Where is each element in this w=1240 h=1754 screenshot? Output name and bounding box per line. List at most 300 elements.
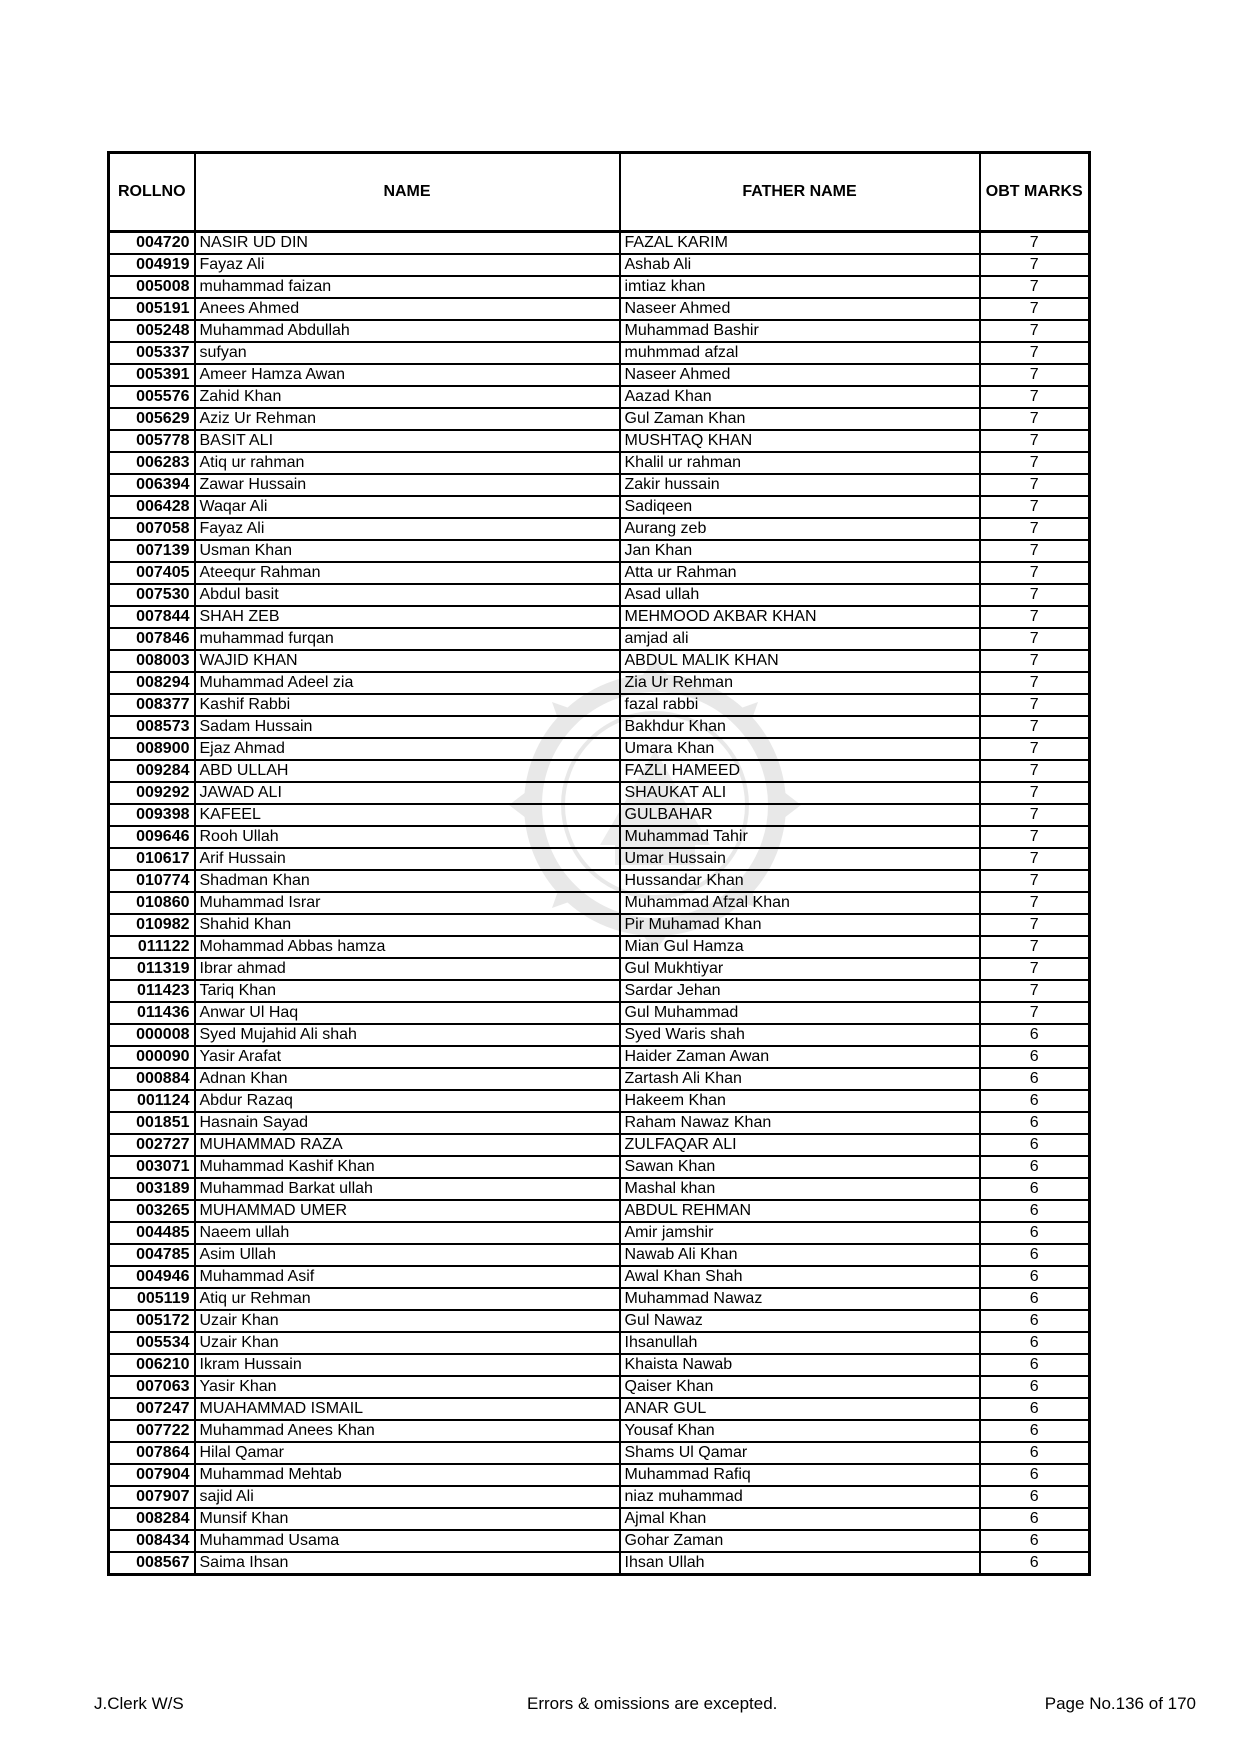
cell-name: Sadam Hussain xyxy=(195,716,620,738)
cell-rollno: 009646 xyxy=(109,826,195,848)
cell-father-name: imtiaz khan xyxy=(620,276,980,298)
cell-name: Rooh Ullah xyxy=(195,826,620,848)
table-header-row xyxy=(109,153,1090,232)
cell-obt-marks: 7 xyxy=(980,540,1090,562)
table-row xyxy=(109,1200,1090,1222)
cell-name: Ateequr Rahman xyxy=(195,562,620,584)
cell-father-name: Sardar Jehan xyxy=(620,980,980,1002)
cell-obt-marks: 7 xyxy=(980,430,1090,452)
table-row xyxy=(109,1442,1090,1464)
cell-name: Yasir Khan xyxy=(195,1376,620,1398)
cell-name: muhammad faizan xyxy=(195,276,620,298)
cell-father-name: fazal rabbi xyxy=(620,694,980,716)
table-row xyxy=(109,518,1090,540)
cell-father-name: Muhammad Afzal Khan xyxy=(620,892,980,914)
table-row xyxy=(109,364,1090,386)
cell-name: Muhammad Anees Khan xyxy=(195,1420,620,1442)
cell-father-name: Naseer Ahmed xyxy=(620,298,980,320)
cell-name: Zawar Hussain xyxy=(195,474,620,496)
cell-name: MUHAMMAD UMER xyxy=(195,1200,620,1222)
table-row xyxy=(109,826,1090,848)
cell-name: Fayaz Ali xyxy=(195,254,620,276)
cell-rollno: 000090 xyxy=(109,1046,195,1068)
cell-father-name: niaz muhammad xyxy=(620,1486,980,1508)
cell-name: Muhammad Barkat ullah xyxy=(195,1178,620,1200)
cell-obt-marks: 6 xyxy=(980,1244,1090,1266)
cell-obt-marks: 6 xyxy=(980,1376,1090,1398)
cell-rollno: 007864 xyxy=(109,1442,195,1464)
cell-father-name: Raham Nawaz Khan xyxy=(620,1112,980,1134)
results-table xyxy=(107,151,1091,1576)
cell-rollno: 005119 xyxy=(109,1288,195,1310)
cell-obt-marks: 7 xyxy=(980,804,1090,826)
cell-obt-marks: 7 xyxy=(980,980,1090,1002)
cell-obt-marks: 7 xyxy=(980,298,1090,320)
cell-obt-marks: 6 xyxy=(980,1178,1090,1200)
table-row xyxy=(109,320,1090,342)
cell-name: Ameer Hamza Awan xyxy=(195,364,620,386)
cell-obt-marks: 6 xyxy=(980,1046,1090,1068)
cell-obt-marks: 7 xyxy=(980,518,1090,540)
cell-obt-marks: 6 xyxy=(980,1068,1090,1090)
cell-name: Anees Ahmed xyxy=(195,298,620,320)
cell-obt-marks: 7 xyxy=(980,606,1090,628)
table-row xyxy=(109,848,1090,870)
table-row xyxy=(109,760,1090,782)
cell-obt-marks: 7 xyxy=(980,232,1090,255)
cell-name: Usman Khan xyxy=(195,540,620,562)
cell-obt-marks: 6 xyxy=(980,1508,1090,1530)
table-row xyxy=(109,1222,1090,1244)
footer-page-number: Page No.136 of 170 xyxy=(1044,1694,1196,1713)
cell-name: Uzair Khan xyxy=(195,1332,620,1354)
table-row xyxy=(109,1046,1090,1068)
cell-rollno: 005191 xyxy=(109,298,195,320)
cell-rollno: 003265 xyxy=(109,1200,195,1222)
cell-father-name: Pir Muhamad Khan xyxy=(620,914,980,936)
cell-father-name: Aurang zeb xyxy=(620,518,980,540)
cell-obt-marks: 6 xyxy=(980,1332,1090,1354)
table-row xyxy=(109,980,1090,1002)
cell-obt-marks: 7 xyxy=(980,386,1090,408)
cell-rollno: 007247 xyxy=(109,1398,195,1420)
cell-father-name: amjad ali xyxy=(620,628,980,650)
cell-obt-marks: 6 xyxy=(980,1222,1090,1244)
cell-rollno: 004720 xyxy=(109,232,195,255)
table-row xyxy=(109,496,1090,518)
cell-name: Yasir Arafat xyxy=(195,1046,620,1068)
cell-obt-marks: 7 xyxy=(980,254,1090,276)
cell-rollno: 007904 xyxy=(109,1464,195,1486)
table-row xyxy=(109,298,1090,320)
table-row xyxy=(109,562,1090,584)
cell-name: Adnan Khan xyxy=(195,1068,620,1090)
cell-name: Anwar Ul Haq xyxy=(195,1002,620,1024)
footer-clerk: J.Clerk W/S xyxy=(94,1694,184,1713)
cell-rollno: 008294 xyxy=(109,672,195,694)
table-row xyxy=(109,386,1090,408)
cell-father-name: Asad ullah xyxy=(620,584,980,606)
cell-rollno: 010860 xyxy=(109,892,195,914)
cell-obt-marks: 7 xyxy=(980,408,1090,430)
cell-father-name: GULBAHAR xyxy=(620,804,980,826)
table-row xyxy=(109,1398,1090,1420)
cell-name: Arif Hussain xyxy=(195,848,620,870)
cell-rollno: 003189 xyxy=(109,1178,195,1200)
cell-name: Waqar Ali xyxy=(195,496,620,518)
cell-father-name: Muhammad Nawaz xyxy=(620,1288,980,1310)
cell-father-name: Muhammad Rafiq xyxy=(620,1464,980,1486)
table-row xyxy=(109,1178,1090,1200)
table-row xyxy=(109,342,1090,364)
cell-rollno: 005629 xyxy=(109,408,195,430)
cell-father-name: muhmmad afzal xyxy=(620,342,980,364)
cell-obt-marks: 7 xyxy=(980,276,1090,298)
table-row xyxy=(109,254,1090,276)
cell-rollno: 007844 xyxy=(109,606,195,628)
table-row xyxy=(109,716,1090,738)
cell-obt-marks: 6 xyxy=(980,1266,1090,1288)
cell-name: Muhammad Adeel zia xyxy=(195,672,620,694)
cell-name: Ejaz Ahmad xyxy=(195,738,620,760)
cell-name: Atiq ur Rehman xyxy=(195,1288,620,1310)
cell-father-name: Ihsan Ullah xyxy=(620,1552,980,1575)
cell-father-name: Gul Mukhtiyar xyxy=(620,958,980,980)
cell-father-name: ANAR GUL xyxy=(620,1398,980,1420)
cell-rollno: 004785 xyxy=(109,1244,195,1266)
cell-father-name: Zakir hussain xyxy=(620,474,980,496)
cell-obt-marks: 6 xyxy=(980,1200,1090,1222)
cell-father-name: Mian Gul Hamza xyxy=(620,936,980,958)
cell-father-name: Mashal khan xyxy=(620,1178,980,1200)
table-row xyxy=(109,1244,1090,1266)
cell-obt-marks: 6 xyxy=(980,1552,1090,1575)
cell-father-name: Naseer Ahmed xyxy=(620,364,980,386)
cell-rollno: 008567 xyxy=(109,1552,195,1575)
cell-rollno: 006210 xyxy=(109,1354,195,1376)
table-row xyxy=(109,452,1090,474)
cell-rollno: 008377 xyxy=(109,694,195,716)
table-row xyxy=(109,914,1090,936)
cell-obt-marks: 7 xyxy=(980,694,1090,716)
cell-rollno: 001851 xyxy=(109,1112,195,1134)
table-row xyxy=(109,1090,1090,1112)
header-obt-marks: OBT MARKS xyxy=(980,153,1090,232)
cell-obt-marks: 7 xyxy=(980,936,1090,958)
cell-father-name: Muhammad Bashir xyxy=(620,320,980,342)
table-row xyxy=(109,738,1090,760)
cell-obt-marks: 7 xyxy=(980,364,1090,386)
cell-obt-marks: 7 xyxy=(980,342,1090,364)
cell-name: NASIR UD DIN xyxy=(195,232,620,255)
cell-father-name: Umara Khan xyxy=(620,738,980,760)
cell-rollno: 011122 xyxy=(109,936,195,958)
table-row xyxy=(109,936,1090,958)
cell-name: MUAHAMMAD ISMAIL xyxy=(195,1398,620,1420)
cell-father-name: ABDUL REHMAN xyxy=(620,1200,980,1222)
cell-rollno: 000008 xyxy=(109,1024,195,1046)
cell-obt-marks: 6 xyxy=(980,1112,1090,1134)
table-row xyxy=(109,606,1090,628)
cell-name: Ikram Hussain xyxy=(195,1354,620,1376)
table-row xyxy=(109,958,1090,980)
cell-obt-marks: 7 xyxy=(980,672,1090,694)
table-row xyxy=(109,892,1090,914)
cell-father-name: Zia Ur Rehman xyxy=(620,672,980,694)
table-row xyxy=(109,1310,1090,1332)
cell-father-name: Amir jamshir xyxy=(620,1222,980,1244)
cell-name: Kashif Rabbi xyxy=(195,694,620,716)
table-row xyxy=(109,870,1090,892)
cell-obt-marks: 6 xyxy=(980,1420,1090,1442)
cell-father-name: Syed Waris shah xyxy=(620,1024,980,1046)
cell-rollno: 007907 xyxy=(109,1486,195,1508)
cell-obt-marks: 6 xyxy=(980,1288,1090,1310)
cell-name: ABD ULLAH xyxy=(195,760,620,782)
cell-rollno: 006394 xyxy=(109,474,195,496)
cell-rollno: 008434 xyxy=(109,1530,195,1552)
cell-rollno: 005337 xyxy=(109,342,195,364)
cell-rollno: 011436 xyxy=(109,1002,195,1024)
cell-name: KAFEEL xyxy=(195,804,620,826)
table-row xyxy=(109,430,1090,452)
table-row xyxy=(109,628,1090,650)
cell-rollno: 007722 xyxy=(109,1420,195,1442)
table-row xyxy=(109,1002,1090,1024)
cell-name: Muhammad Abdullah xyxy=(195,320,620,342)
cell-obt-marks: 7 xyxy=(980,958,1090,980)
cell-obt-marks: 7 xyxy=(980,320,1090,342)
cell-obt-marks: 7 xyxy=(980,628,1090,650)
cell-father-name: Khaista Nawab xyxy=(620,1354,980,1376)
cell-father-name: Gul Nawaz xyxy=(620,1310,980,1332)
cell-obt-marks: 7 xyxy=(980,848,1090,870)
cell-obt-marks: 6 xyxy=(980,1156,1090,1178)
cell-father-name: Aazad Khan xyxy=(620,386,980,408)
table-row xyxy=(109,1332,1090,1354)
cell-father-name: Haider Zaman Awan xyxy=(620,1046,980,1068)
cell-obt-marks: 6 xyxy=(980,1310,1090,1332)
cell-rollno: 007530 xyxy=(109,584,195,606)
cell-obt-marks: 7 xyxy=(980,452,1090,474)
cell-father-name: Jan Khan xyxy=(620,540,980,562)
cell-rollno: 008900 xyxy=(109,738,195,760)
table-row xyxy=(109,650,1090,672)
cell-father-name: Gul Zaman Khan xyxy=(620,408,980,430)
cell-name: WAJID KHAN xyxy=(195,650,620,672)
cell-father-name: Gohar Zaman xyxy=(620,1530,980,1552)
table-row xyxy=(109,694,1090,716)
cell-obt-marks: 7 xyxy=(980,914,1090,936)
cell-obt-marks: 6 xyxy=(980,1024,1090,1046)
cell-rollno: 007846 xyxy=(109,628,195,650)
table-row xyxy=(109,1354,1090,1376)
cell-name: Shahid Khan xyxy=(195,914,620,936)
cell-father-name: Hussandar Khan xyxy=(620,870,980,892)
cell-name: sufyan xyxy=(195,342,620,364)
table-row xyxy=(109,1112,1090,1134)
cell-father-name: Nawab Ali Khan xyxy=(620,1244,980,1266)
cell-name: Ibrar ahmad xyxy=(195,958,620,980)
cell-name: Atiq ur rahman xyxy=(195,452,620,474)
cell-name: Muhammad Israr xyxy=(195,892,620,914)
cell-name: BASIT ALI xyxy=(195,430,620,452)
cell-obt-marks: 7 xyxy=(980,892,1090,914)
table-row xyxy=(109,1486,1090,1508)
cell-rollno: 008003 xyxy=(109,650,195,672)
table-row xyxy=(109,1156,1090,1178)
cell-rollno: 000884 xyxy=(109,1068,195,1090)
cell-father-name: Umar Hussain xyxy=(620,848,980,870)
cell-rollno: 008573 xyxy=(109,716,195,738)
table-row xyxy=(109,1068,1090,1090)
cell-rollno: 009292 xyxy=(109,782,195,804)
table-row xyxy=(109,232,1090,255)
header-father-name: FATHER NAME xyxy=(620,153,980,232)
cell-father-name: Gul Muhammad xyxy=(620,1002,980,1024)
cell-obt-marks: 6 xyxy=(980,1442,1090,1464)
cell-name: Shadman Khan xyxy=(195,870,620,892)
table-row xyxy=(109,1376,1090,1398)
cell-father-name: Zartash Ali Khan xyxy=(620,1068,980,1090)
cell-name: Muhammad Kashif Khan xyxy=(195,1156,620,1178)
table-row xyxy=(109,672,1090,694)
cell-rollno: 003071 xyxy=(109,1156,195,1178)
cell-father-name: Ashab Ali xyxy=(620,254,980,276)
cell-name: JAWAD ALI xyxy=(195,782,620,804)
cell-name: Naeem ullah xyxy=(195,1222,620,1244)
cell-rollno: 005576 xyxy=(109,386,195,408)
cell-father-name: Ajmal Khan xyxy=(620,1508,980,1530)
table-row xyxy=(109,1420,1090,1442)
cell-father-name: ABDUL MALIK KHAN xyxy=(620,650,980,672)
cell-name: Asim Ullah xyxy=(195,1244,620,1266)
cell-obt-marks: 7 xyxy=(980,738,1090,760)
cell-name: Saima Ihsan xyxy=(195,1552,620,1575)
cell-rollno: 009398 xyxy=(109,804,195,826)
cell-name: Mohammad Abbas hamza xyxy=(195,936,620,958)
cell-father-name: MUSHTAQ KHAN xyxy=(620,430,980,452)
table-row xyxy=(109,1552,1090,1575)
cell-name: Tariq Khan xyxy=(195,980,620,1002)
cell-obt-marks: 6 xyxy=(980,1530,1090,1552)
cell-rollno: 001124 xyxy=(109,1090,195,1112)
cell-obt-marks: 7 xyxy=(980,870,1090,892)
cell-father-name: FAZLI HAMEED xyxy=(620,760,980,782)
cell-name: Fayaz Ali xyxy=(195,518,620,540)
cell-obt-marks: 6 xyxy=(980,1464,1090,1486)
cell-obt-marks: 7 xyxy=(980,474,1090,496)
cell-obt-marks: 6 xyxy=(980,1134,1090,1156)
cell-father-name: Ihsanullah xyxy=(620,1332,980,1354)
header-name: NAME xyxy=(195,153,620,232)
cell-obt-marks: 7 xyxy=(980,562,1090,584)
cell-rollno: 007405 xyxy=(109,562,195,584)
cell-rollno: 005778 xyxy=(109,430,195,452)
cell-obt-marks: 6 xyxy=(980,1486,1090,1508)
cell-rollno: 002727 xyxy=(109,1134,195,1156)
cell-father-name: Yousaf Khan xyxy=(620,1420,980,1442)
cell-father-name: Sawan Khan xyxy=(620,1156,980,1178)
table-row xyxy=(109,540,1090,562)
cell-name: Syed Mujahid Ali shah xyxy=(195,1024,620,1046)
cell-name: Muhammad Asif xyxy=(195,1266,620,1288)
table-body xyxy=(109,232,1090,1575)
header-rollno: ROLLNO xyxy=(109,153,195,232)
cell-name: Zahid Khan xyxy=(195,386,620,408)
cell-name: Abdur Razaq xyxy=(195,1090,620,1112)
cell-rollno: 005534 xyxy=(109,1332,195,1354)
cell-name: Uzair Khan xyxy=(195,1310,620,1332)
table-row xyxy=(109,1508,1090,1530)
cell-obt-marks: 7 xyxy=(980,760,1090,782)
cell-rollno: 005172 xyxy=(109,1310,195,1332)
cell-rollno: 006283 xyxy=(109,452,195,474)
table-row xyxy=(109,1024,1090,1046)
cell-rollno: 005008 xyxy=(109,276,195,298)
cell-name: Munsif Khan xyxy=(195,1508,620,1530)
cell-name: SHAH ZEB xyxy=(195,606,620,628)
table-row xyxy=(109,584,1090,606)
footer-disclaimer: Errors & omissions are excepted. xyxy=(527,1694,778,1713)
cell-rollno: 011423 xyxy=(109,980,195,1002)
cell-father-name: MEHMOOD AKBAR KHAN xyxy=(620,606,980,628)
cell-obt-marks: 6 xyxy=(980,1090,1090,1112)
cell-father-name: FAZAL KARIM xyxy=(620,232,980,255)
cell-rollno: 005248 xyxy=(109,320,195,342)
cell-obt-marks: 7 xyxy=(980,496,1090,518)
cell-obt-marks: 7 xyxy=(980,584,1090,606)
cell-father-name: Bakhdur Khan xyxy=(620,716,980,738)
cell-rollno: 009284 xyxy=(109,760,195,782)
cell-obt-marks: 7 xyxy=(980,650,1090,672)
cell-name: Hasnain Sayad xyxy=(195,1112,620,1134)
table-row xyxy=(109,1266,1090,1288)
table-row xyxy=(109,782,1090,804)
cell-father-name: Atta ur Rahman xyxy=(620,562,980,584)
cell-rollno: 007058 xyxy=(109,518,195,540)
cell-father-name: Awal Khan Shah xyxy=(620,1266,980,1288)
table-row xyxy=(109,1288,1090,1310)
cell-obt-marks: 7 xyxy=(980,1002,1090,1024)
cell-rollno: 007139 xyxy=(109,540,195,562)
cell-father-name: Shams Ul Qamar xyxy=(620,1442,980,1464)
cell-rollno: 004946 xyxy=(109,1266,195,1288)
cell-father-name: ZULFAQAR ALI xyxy=(620,1134,980,1156)
table-row xyxy=(109,1464,1090,1486)
cell-rollno: 010982 xyxy=(109,914,195,936)
cell-name: muhammad furqan xyxy=(195,628,620,650)
table-row xyxy=(109,804,1090,826)
cell-name: Abdul basit xyxy=(195,584,620,606)
cell-obt-marks: 7 xyxy=(980,826,1090,848)
cell-rollno: 004919 xyxy=(109,254,195,276)
cell-rollno: 006428 xyxy=(109,496,195,518)
cell-name: Muhammad Mehtab xyxy=(195,1464,620,1486)
cell-obt-marks: 7 xyxy=(980,716,1090,738)
cell-name: Hilal Qamar xyxy=(195,1442,620,1464)
cell-father-name: Muhammad Tahir xyxy=(620,826,980,848)
cell-father-name: Hakeem Khan xyxy=(620,1090,980,1112)
cell-father-name: Sadiqeen xyxy=(620,496,980,518)
table-row xyxy=(109,1530,1090,1552)
cell-father-name: SHAUKAT ALI xyxy=(620,782,980,804)
cell-rollno: 010617 xyxy=(109,848,195,870)
table-row xyxy=(109,408,1090,430)
cell-name: Muhammad Usama xyxy=(195,1530,620,1552)
cell-name: MUHAMMAD RAZA xyxy=(195,1134,620,1156)
cell-rollno: 008284 xyxy=(109,1508,195,1530)
